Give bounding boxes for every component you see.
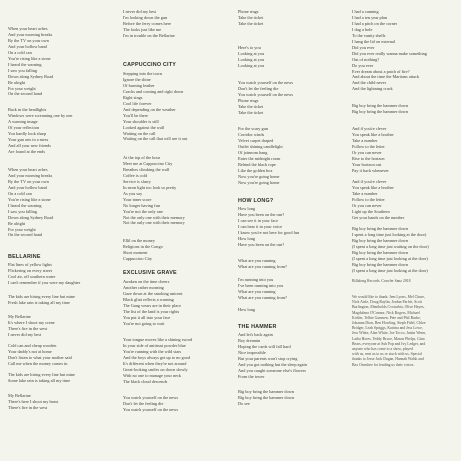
lyric-stanza	[238, 206, 299, 248]
lyric-line: Big boy bring the hammer down	[238, 389, 294, 394]
lyric-line: Corridor winds	[238, 131, 265, 137]
lyric-line: Back in the headlights	[8, 107, 47, 112]
lyric-stanza	[8, 343, 72, 367]
lyric-line: And all your new friends	[8, 142, 51, 148]
lyric-line: For your weight	[8, 226, 36, 232]
lyric-line: Of your reflection	[8, 124, 40, 130]
lyric-line: The kids are hiring every line but mine	[8, 294, 75, 299]
lyric-line: What are you running from?	[238, 294, 287, 300]
lyric-stanza	[238, 332, 307, 380]
lyric-line: You hardly look sharp	[8, 130, 47, 136]
song-title	[123, 268, 177, 278]
song-title-text: EXCLUSIVE GRAVE	[123, 270, 177, 276]
lyric-line: But your parents won't stop crying	[238, 355, 298, 361]
lyric-stanza	[238, 277, 287, 301]
lyric-stanza	[8, 314, 55, 338]
lyric-line: You'll be there	[123, 112, 148, 118]
lyric-line: Rise to the horizon	[352, 155, 385, 161]
lyric-line: Take a number	[352, 137, 378, 143]
credits-line: Bears, everyone at Sub Pop and Ivy Ledger, and	[352, 341, 426, 346]
lyric-line: I can hear it in your voice	[238, 223, 283, 229]
lyric-line: Waiting on the call that will see it out	[123, 136, 188, 142]
lyric-line: Take a number	[352, 190, 378, 196]
lyric-line: What are you running	[238, 288, 276, 294]
lyric-line: Waiting on the call	[123, 130, 156, 136]
lyric-line: Flat lines of yellow lights	[8, 262, 52, 267]
lyric-line: Stepping into the town	[123, 71, 163, 76]
lyric-line: I can see it in your face	[238, 217, 279, 223]
lyric-line: I've been running into you	[238, 282, 284, 288]
lyric-line: No longer having fun	[123, 202, 160, 208]
lyric-stanza	[352, 9, 427, 92]
lyric-line: And you got nothing but the sleep again	[238, 361, 307, 367]
lyric-line: You speak like a brother	[352, 184, 394, 190]
lyric-line: In neon light too look so pretty	[123, 184, 177, 190]
lyric-line: You speak like a brother	[352, 131, 394, 137]
lyric-line: There's fire in the west	[8, 404, 48, 410]
lyric-line: Some lake rain is taking all my time	[8, 377, 71, 383]
lyric-line: How long	[238, 206, 256, 211]
lyric-line: It's different when they're not around	[123, 360, 187, 366]
lyric-line: On a cold can	[8, 49, 32, 55]
lyric-line: Windows were screaming one by one	[8, 112, 73, 118]
lyric-line: Be alright	[8, 220, 26, 226]
lyric-line: You're rising like a stone	[8, 55, 51, 61]
credits-line: thanks to Jesse Jack Dugan, Hannah Walsh and	[352, 357, 424, 362]
lyric-line: I'm looking down the gun	[123, 14, 168, 20]
credits-line: with us, sent us to us or stuck with us. Special	[352, 352, 422, 357]
lyric-line: How long	[238, 235, 256, 241]
song-title	[238, 322, 277, 332]
lyric-line: I had a pitch on the corner	[352, 20, 398, 26]
lyric-line: Short moment	[123, 249, 148, 255]
lyric-line: Big boy bring the hammer down	[352, 226, 408, 231]
lyric-line: Ever dream about a patch of fire?	[352, 68, 410, 74]
lyric-line: Religions in the Congo	[123, 243, 163, 249]
lyric-line: The list of the land is your rights	[123, 308, 180, 314]
lyric-line: You watch yourself on the news	[238, 91, 294, 97]
lyric-line: Your inner score	[123, 196, 152, 202]
lyric-line: Big boy bring the hammer down	[352, 237, 408, 243]
lyric-stanza	[352, 103, 408, 115]
lyric-stanza	[123, 238, 163, 262]
lyric-line: Boy dreamin	[238, 337, 261, 343]
lyric-line: Your horizon out	[352, 161, 382, 167]
lyric-line: And if you're clever	[352, 126, 387, 131]
lyric-line: Enter the midnight room	[238, 155, 281, 161]
credits-line: Magdalena O'Connor, Nick Rogers, Michael	[352, 310, 420, 315]
credits-line: Bax Ormsbee for lending us their voices.	[352, 362, 415, 367]
lyric-line: You're running with the wild stars	[123, 348, 182, 354]
lyric-line: For the scary gun	[238, 126, 268, 131]
lyric-line: I can't remember if you were my daughter	[8, 279, 81, 285]
lyric-line: At the top of the hour	[123, 155, 161, 160]
lyric-line: Looking at you	[238, 62, 265, 68]
lyric-line: Like the golden box	[238, 167, 273, 173]
lyric-line: Big boy bring the hammer down	[238, 394, 294, 400]
lyric-line: Gaze down at the smoking unicent	[123, 290, 183, 296]
lyric-line: You're not the only one	[123, 208, 163, 214]
lyric-line: Down along Sydney Road	[8, 73, 54, 79]
lyric-line: By the TV on your own	[8, 37, 49, 43]
lyric-line: On the second hand	[8, 91, 43, 97]
lyric-line: Before the ferry comes here	[123, 20, 171, 26]
lyric-line: Great-looking smiles on down slowly	[123, 366, 188, 372]
lyric-line: And depending on the weather	[123, 106, 176, 112]
lyric-line: Outlet shining candlelight	[238, 143, 283, 149]
lyric-line: Looking at you	[238, 56, 265, 62]
lyric-stanza	[123, 71, 187, 142]
lyric-line: (I spent a long time just waiting on the door)	[352, 243, 429, 249]
lyric-stanza	[352, 226, 429, 274]
lyric-line: Nice impossible	[238, 349, 266, 355]
lyric-stanza	[123, 279, 183, 327]
lyric-line: Follow to the letter	[352, 143, 385, 149]
song-title-text: HOW LONG?	[238, 198, 274, 204]
lyric-line: Fresh lake rain is taking all my time	[8, 299, 70, 305]
lyric-line: I hang the lid on external	[352, 38, 396, 44]
credits-line: Jess White, Alan White, Joe Tocco, Justin Wenn,	[352, 331, 426, 336]
lyric-line: Cappuccino City	[123, 255, 152, 261]
credits-line: Johanna Dion, Ben Howling, Steph Fidel, Chloe	[352, 321, 426, 326]
lyric-line: My Bellarine	[8, 393, 31, 398]
lyric-line: Black glint reflects a warning	[123, 296, 174, 302]
lyric-line: On the second hand	[8, 232, 43, 238]
lyric-line: Phone rings	[238, 97, 259, 103]
lyric-line: Call me when the money comes in	[8, 360, 68, 366]
lyric-line: Take the ticket	[238, 109, 264, 115]
lyric-line: And your morning breaks	[8, 172, 53, 178]
credits-line: Nick Aisle, Doug Baylin, Jordan Parfrit, Scott	[352, 300, 422, 305]
lyric-line: I saw you falling	[8, 208, 37, 214]
lyric-line: The looks just like me	[123, 26, 162, 32]
credits-line: Kohler, Telbie Gunmen, Pete and Phil Burke,	[352, 315, 421, 320]
lyric-line: Take the ticket	[238, 14, 264, 20]
credits-line: Bridger, Leah Spriggs, Katrina and Jess Lowe,	[352, 326, 423, 331]
lyric-line: Meet me at Cappuccino City	[123, 160, 173, 166]
lyric-line: Your gun arts in a mess	[8, 136, 49, 142]
lyric-line: Behind the black rope	[238, 161, 276, 167]
lyric-line: Did you ever really wanna make something	[352, 50, 427, 56]
lyric-line: Big boy bring the hammer down	[352, 261, 408, 267]
lyric-stanza	[123, 395, 178, 413]
lyric-line: How long	[238, 307, 256, 312]
lyric-line: Awaken on the time cheers	[123, 279, 170, 284]
credits-line: anyone who has come to a show, played	[352, 347, 413, 352]
lyric-stanza	[352, 179, 404, 221]
song-title-text: BELLARINE	[8, 254, 41, 260]
lyric-line: I saw you falling	[8, 67, 37, 73]
lyric-line: And about the time the Martians attack	[352, 74, 420, 80]
lyric-line: I spent a long time just looking at the door)	[352, 231, 427, 237]
lyric-line: (I spent a long time just looking at the door)	[352, 255, 428, 261]
lyric-line: You're rising like a stone	[8, 196, 51, 202]
lyric-line: Of joinnom hang	[238, 149, 268, 155]
lyric-line: Breathes climbing the wall	[123, 166, 170, 172]
lyric-line: Hoping the cards will fall hard	[238, 343, 291, 349]
lyric-line: Now you're going home	[238, 173, 280, 179]
lyric-line: I had a cunning	[352, 9, 379, 14]
lyric-line: And the boys always get up to no good	[123, 354, 191, 360]
lyric-line: Take the ticket	[238, 103, 264, 109]
lyric-line: I'm running into you	[238, 277, 274, 282]
lyric-line: Ellil on the money	[123, 238, 155, 243]
lyric-stanza	[238, 80, 293, 116]
lyric-stanza	[123, 9, 175, 39]
lyric-line: With no one to manage your neck	[123, 372, 182, 378]
lyric-line: When your heart aches	[8, 26, 48, 31]
lyric-line: Don't let the feeling die	[238, 85, 279, 91]
lyric-stanza	[8, 26, 53, 97]
song-title-text: THE HAMMER	[238, 324, 277, 330]
credits-block	[352, 279, 411, 284]
lyric-line: Have you been on the run?	[238, 241, 285, 247]
lyric-line: Do see	[238, 400, 250, 406]
lyric-line: To the vanity shells	[352, 32, 386, 38]
lyric-line: Coffee is cold	[123, 172, 148, 178]
lyric-stanza	[352, 126, 394, 174]
lyric-line: Big boy bring the hammer down	[352, 103, 408, 108]
lyric-line: You watch yourself on the news	[238, 80, 294, 85]
lyric-stanza	[238, 126, 283, 186]
lyric-line: A warning image	[8, 118, 38, 124]
lyric-stanza	[8, 294, 75, 306]
lyric-line: Pay it back whenever	[352, 167, 389, 173]
lyric-line: Of burning leather	[123, 82, 155, 88]
lyric-line: Do you ever	[352, 62, 374, 68]
lyric-line: You watch yourself on the news	[123, 406, 179, 412]
lyric-line: Looking at you	[238, 50, 265, 56]
song-title	[238, 196, 273, 206]
lyric-line: I heard the warning	[8, 202, 42, 208]
lyric-line: I never did my best	[8, 331, 42, 337]
lyric-line: My Bellarine	[8, 314, 31, 319]
lyric-line: It's where I shoot my scene	[8, 319, 55, 325]
lyric-stanza	[238, 258, 287, 270]
lyric-line: I know you're not here for good fun	[238, 229, 300, 235]
lyric-line: You watch yourself on the news	[123, 395, 179, 400]
lyric-line: And your hollow band	[8, 43, 47, 49]
lyric-line: Big boy bring the hammer down	[352, 249, 408, 255]
lyric-stanza	[238, 307, 255, 313]
lyric-line: Looked against the wall	[123, 124, 165, 130]
lyric-line: Down along Sydney Road	[8, 214, 54, 220]
credits-line: We would like to thank: Jem Lyons, Mel Chure,	[352, 295, 425, 299]
lyric-stanza	[8, 167, 53, 238]
lyric-stanza	[238, 45, 264, 69]
lyric-line: From the tower	[238, 373, 265, 379]
lyric-line: And let's back again	[238, 332, 273, 337]
lyric-stanza	[238, 389, 294, 407]
lyric-line: Phone rings	[238, 9, 259, 14]
lyric-line: Your daddy's not at home	[8, 348, 52, 354]
lyric-line: Or you can never	[352, 202, 382, 208]
lyric-stanza	[123, 337, 192, 385]
lyric-line: What are you running from?	[238, 263, 287, 269]
lyric-line: As you say	[123, 190, 143, 196]
lyric-stanza	[8, 372, 75, 384]
lyric-line: Cool air, off southern water	[8, 273, 56, 279]
lyric-line: Right sings	[123, 94, 143, 100]
lyric-line: Are found at the ends	[8, 148, 45, 154]
lyric-line: Did you ever	[352, 44, 375, 50]
lyric-line: I never did my best	[123, 9, 157, 14]
lyric-line: Now you're going home	[238, 179, 280, 185]
lyric-line: Take the ticket	[238, 20, 264, 26]
credits-line: Billalong Records. Crawler Sanz 2018	[352, 279, 411, 283]
lyric-line: I had a ten year plan	[352, 14, 387, 20]
lyric-stanza	[8, 393, 58, 411]
song-title	[123, 60, 176, 70]
lyric-line: And the lightning crack	[352, 86, 393, 92]
lyric-line: And you caught someone else's flowers	[238, 367, 306, 373]
lyric-line: Follow to the letter	[352, 196, 385, 202]
lyric-line: What are you running	[238, 258, 276, 263]
lyric-line: There's here I shoot my beast	[8, 398, 59, 404]
lyric-line: Your tongue moves like a shining sword	[123, 337, 193, 342]
lyric-line: Not the only one with their memory	[123, 220, 185, 226]
credits-line: Laiba Hores, Teddy Bruce, Mason Phelps, Gina	[352, 336, 425, 341]
lyric-line: Big boy bring the hammer down	[352, 108, 408, 114]
lyric-line: For your weight	[8, 85, 36, 91]
lyric-line: Light up the Southern	[352, 208, 390, 214]
lyric-line: And the child never	[352, 80, 387, 86]
lyric-line: Don't listen to what your mother said	[8, 354, 72, 360]
lyric-line: Velvet carpet draped	[238, 137, 274, 143]
lyric-line: In your side of antitrust powder blue	[123, 342, 186, 348]
lyric-line: By the TV on your own	[8, 178, 49, 184]
lyric-line: Service is slurry	[123, 178, 151, 184]
lyric-line: And your hollow band	[8, 184, 47, 190]
lyric-line: Your shoulder is still	[123, 118, 159, 124]
lyric-line: Not the only one with their memory	[123, 214, 185, 220]
lyric-line: Get your hands on the number	[352, 214, 405, 220]
lyric-stanza	[123, 155, 185, 226]
lyric-line: When your heart aches	[8, 167, 48, 172]
lyric-line: You're not going to wait	[123, 320, 165, 326]
song-title-text: CAPPUCCINO CITY	[123, 62, 177, 68]
lyric-stanza	[8, 107, 72, 155]
lyric-line: Don't let the feeling die	[123, 400, 164, 406]
lyric-line: Have you been on the run?	[238, 211, 285, 217]
lyric-line: Here's to you	[238, 45, 261, 50]
lyric-line: I'm in trouble on the Bellarine	[123, 32, 175, 38]
lyric-line: And your morning breaks	[8, 31, 53, 37]
lyric-line: (I spent a long time just looking at the door)	[352, 267, 428, 273]
lyric-line: And if you're clever	[352, 179, 387, 184]
lyric-line: There's fire in the west	[8, 325, 48, 331]
credits-line: Burlington, Mentholds Cvoturbia, Olive Hayes,	[352, 305, 425, 310]
lyric-line: On a cold can	[8, 190, 32, 196]
lyric-line: Ignore the shine	[123, 76, 151, 82]
lyric-stanza	[238, 9, 263, 27]
lyric-line: You put it all into your face	[123, 314, 171, 320]
lyric-line: The Gang wears are in their place	[123, 302, 181, 308]
lyric-line: The black cloud descends	[123, 378, 168, 384]
lyric-line: I heard the warning	[8, 61, 42, 67]
credits-block	[352, 295, 426, 368]
lyric-line: Cool life forever	[123, 100, 152, 106]
lyric-line: Flickering on every street	[8, 267, 53, 273]
lyric-stanza	[8, 262, 80, 286]
lyric-line: Or you can never	[352, 149, 382, 155]
lyric-line: Out of nothing?	[352, 56, 380, 62]
lyric-line: The kids are hiring every line but mine	[8, 372, 75, 377]
lyric-line: Cracks and coming and right down	[123, 88, 184, 94]
lyric-line: I dug a hole	[352, 26, 373, 32]
lyric-line: Be alright	[8, 79, 26, 85]
lyric-line: Another rather morning	[123, 284, 164, 290]
lyric-line: Cold can and cheap wooden	[8, 343, 57, 348]
song-title	[8, 252, 41, 262]
